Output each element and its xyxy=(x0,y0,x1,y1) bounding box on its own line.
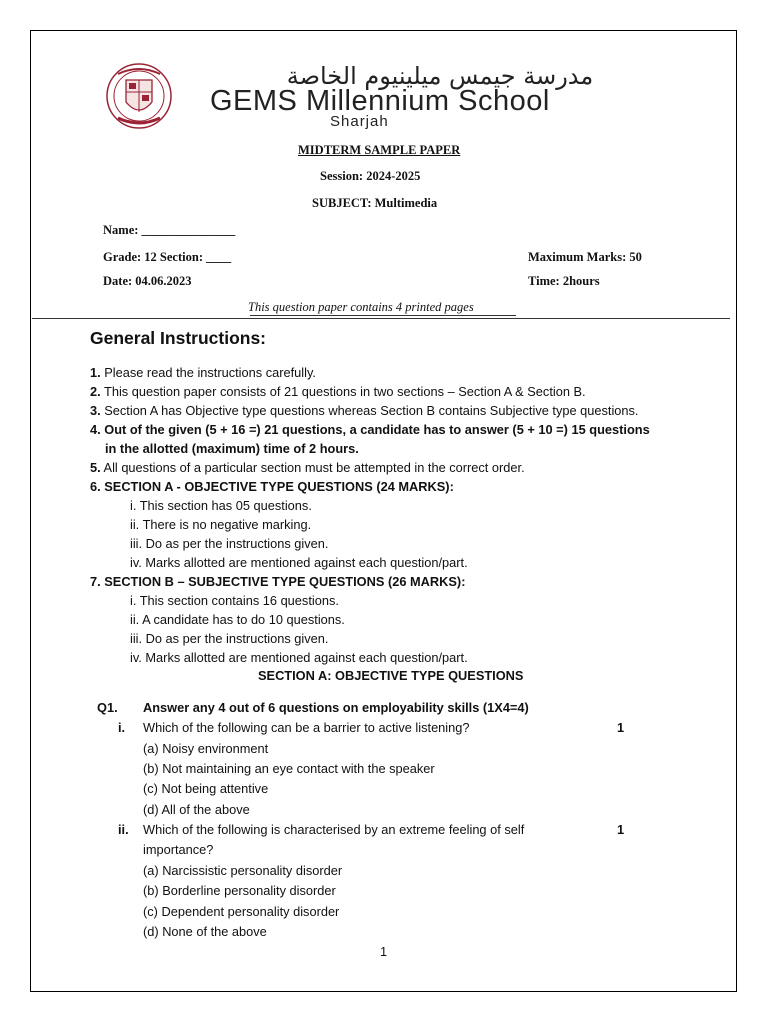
option-item: (c) Dependent personality disorder xyxy=(143,904,340,919)
option-item: (a) Noisy environment xyxy=(143,741,269,756)
school-name: GEMS Millennium School xyxy=(210,85,550,117)
option-item: (a) Narcissistic personality disorder xyxy=(143,863,343,878)
page-number: 1 xyxy=(380,944,388,959)
section-a-subitem: i. This section has 05 questions. xyxy=(130,498,312,513)
instruction-item: 2. This question paper consists of 21 questions in two sections – Section A & Section B. xyxy=(90,384,586,399)
part-question: Which of the following can be a barrier to active listening? xyxy=(143,720,470,735)
instruction-item: 4. Out of the given (5 + 16 =) 21 questions, a candidate has to answer (5 + 10 =) 15 questions xyxy=(90,422,650,437)
instruction-item: 5. All questions of a particular section must be attempted in the correct order. xyxy=(90,460,525,475)
date-text: Date: 04.06.2023 xyxy=(103,274,192,288)
section-b-subitem: iii. Do as per the instructions given. xyxy=(130,631,329,646)
name-field: Name: _______________ xyxy=(103,223,236,237)
option-item: (d) All of the above xyxy=(143,802,250,817)
header-divider-short xyxy=(250,315,516,316)
option-item: (c) Not being attentive xyxy=(143,781,269,796)
part-marks: 1 xyxy=(617,720,625,735)
instruction-item: 1. Please read the instructions carefully. xyxy=(90,365,316,380)
option-item: (b) Borderline personality disorder xyxy=(143,883,336,898)
time-text: Time: 2hours xyxy=(528,274,600,288)
part-number: i. xyxy=(118,720,126,735)
section-a-heading: SECTION A: OBJECTIVE TYPE QUESTIONS xyxy=(258,668,524,683)
section-a-subitem: ii. There is no negative marking. xyxy=(130,517,312,532)
section-b-subitem: ii. A candidate has to do 10 questions. xyxy=(130,612,345,627)
part-number: ii. xyxy=(118,822,129,837)
grade-section-field: Grade: 12 Section: ____ xyxy=(103,250,232,264)
section-a-subitem: iv. Marks allotted are mentioned against each question/part. xyxy=(130,555,468,570)
section-a-subitem: iii. Do as per the instructions given. xyxy=(130,536,329,551)
header-divider xyxy=(32,318,730,319)
part-marks: 1 xyxy=(617,822,625,837)
section-b-subitem: i. This section contains 16 questions. xyxy=(130,593,339,608)
instruction-item: 7. SECTION B – SUBJECTIVE TYPE QUESTIONS (26 MARKS): xyxy=(90,574,466,589)
section-b-subitem: iv. Marks allotted are mentioned against each question/part. xyxy=(130,650,468,665)
subject-text: SUBJECT: Multimedia xyxy=(312,196,438,210)
max-marks-text: Maximum Marks: 50 xyxy=(528,250,642,264)
instruction-item: 6. SECTION A - OBJECTIVE TYPE QUESTIONS (24 MARKS): xyxy=(90,479,454,494)
instruction-item: 3. Section A has Objective type questions whereas Section B contains Subjective type questions. xyxy=(90,403,639,418)
session-text: Session: 2024-2025 xyxy=(320,169,421,183)
paper-title: MIDTERM SAMPLE PAPER xyxy=(298,143,461,157)
option-item: (d) None of the above xyxy=(143,924,267,939)
pages-note: This question paper contains 4 printed pages xyxy=(248,300,474,314)
school-city: Sharjah xyxy=(330,113,389,130)
part-question: Which of the following is characterised by an extreme feeling of self xyxy=(143,822,525,837)
part-question-continued: importance? xyxy=(143,842,214,857)
school-name-arabic: مدرسة جيمس ميلينيوم الخاصة xyxy=(286,62,594,90)
question-text: Answer any 4 out of 6 questions on employability skills (1X4=4) xyxy=(143,700,529,715)
option-item: (b) Not maintaining an eye contact with the speaker xyxy=(143,761,435,776)
school-crest-logo xyxy=(104,62,174,130)
question-number: Q1. xyxy=(97,700,118,715)
instruction-item-continued: in the allotted (maximum) time of 2 hours. xyxy=(105,441,359,456)
general-instructions-title: General Instructions: xyxy=(90,328,267,348)
